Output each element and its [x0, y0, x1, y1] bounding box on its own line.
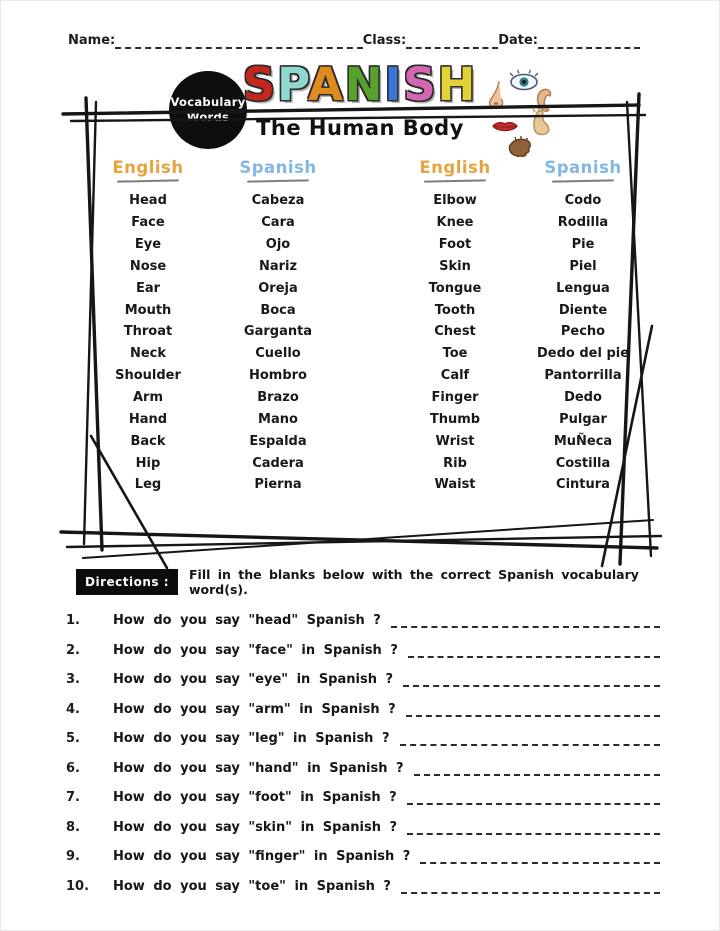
title-subtitle: The Human Body	[256, 116, 464, 140]
eye-icon	[510, 70, 538, 90]
vocab-word: Pulgar	[559, 411, 607, 427]
vocab-word: Cintura	[556, 477, 610, 493]
vocab-word: Chest	[434, 324, 476, 340]
vocab-word: MuÑeca	[553, 433, 613, 449]
title-letter: S	[242, 58, 278, 111]
vocab-word: Dedo del pie	[536, 346, 630, 362]
answer-blank[interactable]	[414, 762, 660, 776]
question-number: 10.	[66, 878, 90, 894]
title-letter: A	[307, 58, 345, 111]
questions-list	[66, 613, 660, 908]
answer-blank[interactable]	[391, 614, 660, 628]
vocab-word: Head	[129, 193, 167, 209]
question-row	[66, 761, 660, 777]
vocab-word: Brazo	[257, 389, 299, 405]
vocab-word: Thumb	[429, 411, 481, 427]
vocab-word: Piel	[569, 258, 597, 274]
answer-blank[interactable]	[401, 880, 660, 894]
vocab-word: Back	[130, 433, 166, 449]
vocab-column-spanish-1	[208, 158, 348, 496]
directions-text: Fill in the blanks below with the correct Spanish vocabulary word(s).	[189, 567, 639, 597]
name-input-line[interactable]	[115, 35, 363, 49]
question-number: 8.	[66, 819, 80, 835]
question-text: How do you say "head" Spanish ?	[113, 613, 381, 628]
title-letter: N	[344, 58, 385, 111]
question-text: How do you say "face" in Spanish ?	[113, 642, 398, 658]
question-row	[66, 613, 660, 629]
answer-blank[interactable]	[407, 821, 660, 835]
vocab-word: Cara	[261, 215, 295, 231]
vocab-word: Nose	[129, 258, 167, 274]
question-number: 2.	[66, 642, 80, 658]
question-row	[66, 849, 660, 865]
answer-blank[interactable]	[420, 850, 660, 864]
title-letter: I	[384, 58, 404, 111]
question-text: How do you say "finger" in Spanish ?	[113, 849, 411, 864]
vocab-word: Garganta	[243, 324, 313, 340]
header-underline	[117, 179, 179, 183]
question-text: How do you say "arm" in Spanish ?	[113, 701, 396, 717]
header-fields	[68, 33, 640, 49]
vocab-word: Ojo	[265, 237, 291, 253]
question-row	[66, 790, 660, 806]
vocab-column-header: Spanish	[544, 158, 622, 177]
vocab-word: Espalda	[249, 433, 307, 449]
vocab-word: Boca	[260, 302, 296, 318]
vocab-word: Nariz	[258, 258, 298, 274]
vocab-word: Oreja	[258, 280, 298, 296]
vocab-word: Neck	[129, 346, 167, 362]
question-number: 5.	[66, 731, 80, 746]
vocab-word: Toe	[442, 346, 468, 362]
question-text: How do you say "skin" in Spanish ?	[113, 819, 398, 835]
question-text: How do you say "foot" in Spanish ?	[113, 790, 397, 805]
question-text: How do you say "leg" in Spanish ?	[113, 731, 390, 746]
header-underline	[552, 179, 614, 183]
vocab-word: Pie	[571, 237, 595, 253]
vocab-word: Costilla	[555, 455, 611, 471]
vocab-word: Finger	[431, 389, 479, 405]
answer-blank[interactable]	[403, 673, 660, 687]
badge-line2: Words	[186, 110, 230, 124]
vocab-word: Waist	[434, 477, 476, 493]
vocab-word: Leg	[134, 477, 162, 493]
vocab-word: Diente	[558, 302, 608, 318]
answer-blank[interactable]	[407, 791, 660, 805]
question-row	[66, 731, 660, 747]
date-input-line[interactable]	[538, 35, 640, 49]
date-label: Date:	[498, 33, 538, 48]
question-row	[66, 702, 660, 718]
header-underline	[424, 179, 486, 183]
vocab-word: Cuello	[255, 346, 301, 362]
vocab-word: Foot	[438, 237, 472, 253]
question-text: How do you say "hand" in Spanish ?	[113, 760, 404, 776]
vocab-table	[0, 158, 720, 518]
answer-blank[interactable]	[400, 732, 660, 746]
badge-line1: Vocabulary	[170, 95, 246, 110]
question-number: 4.	[66, 701, 80, 717]
answer-blank[interactable]	[406, 703, 660, 717]
question-row	[66, 820, 660, 836]
vocab-word: Rib	[443, 455, 467, 471]
vocab-word: Elbow	[433, 193, 477, 209]
question-number: 6.	[66, 760, 80, 776]
vocab-word: Lengua	[556, 280, 610, 296]
directions-label: Directions :	[76, 569, 178, 595]
vocab-word: Dedo	[564, 389, 602, 405]
vocab-word: Throat	[123, 324, 173, 340]
title-letter: P	[277, 58, 308, 111]
vocab-word: Hand	[128, 411, 168, 427]
vocab-column-spanish-2	[513, 158, 653, 496]
vocab-word: Tooth	[434, 302, 476, 318]
question-number: 7.	[66, 790, 80, 805]
question-row	[66, 643, 660, 659]
vocab-word: Mouth	[124, 302, 172, 318]
vocab-word: Skin	[439, 258, 471, 274]
title-letter: H	[437, 58, 478, 111]
title-letter: S	[403, 58, 438, 111]
vocab-word: Pantorrilla	[544, 368, 622, 384]
vocab-column-header: English	[112, 158, 184, 177]
vocab-word: Knee	[436, 215, 474, 231]
vocab-word: Cabeza	[251, 193, 305, 209]
vocab-column-english-1	[78, 158, 218, 496]
vocab-word: Ear	[135, 280, 161, 296]
vocab-word: Pecho	[560, 324, 606, 340]
directions-row	[76, 567, 656, 597]
question-text: How do you say "eye" in Spanish ?	[113, 672, 394, 687]
vocab-word: Cadera	[252, 455, 304, 471]
vocab-word: Tongue	[428, 280, 482, 296]
vocab-word: Wrist	[435, 433, 475, 449]
question-row	[66, 879, 660, 895]
vocab-word: Shoulder	[115, 368, 181, 384]
vocab-word: Hombro	[248, 368, 307, 384]
class-label: Class:	[362, 33, 407, 48]
question-number: 1.	[66, 613, 80, 628]
class-input-line[interactable]	[406, 35, 498, 49]
vocab-word: Codo	[564, 193, 602, 209]
question-number: 3.	[66, 672, 80, 687]
vocab-word: Rodilla	[557, 215, 609, 231]
question-number: 9.	[66, 849, 80, 864]
vocab-word: Arm	[132, 389, 164, 405]
question-text: How do you say "toe" in Spanish ?	[113, 878, 391, 894]
vocab-column-header: Spanish	[239, 158, 317, 177]
vocab-word: Face	[131, 215, 165, 231]
vocab-word: Eye	[134, 237, 162, 253]
vocab-column-header: English	[419, 158, 491, 177]
name-label: Name:	[68, 33, 116, 48]
question-row	[66, 672, 660, 688]
vocab-word: Calf	[440, 368, 470, 384]
vocab-column-english-2	[385, 158, 525, 496]
answer-blank[interactable]	[408, 644, 660, 658]
vocab-word: Mano	[258, 411, 298, 427]
vocab-word: Pierna	[254, 477, 302, 493]
vocab-word: Hip	[135, 455, 161, 471]
header-underline	[247, 179, 309, 183]
